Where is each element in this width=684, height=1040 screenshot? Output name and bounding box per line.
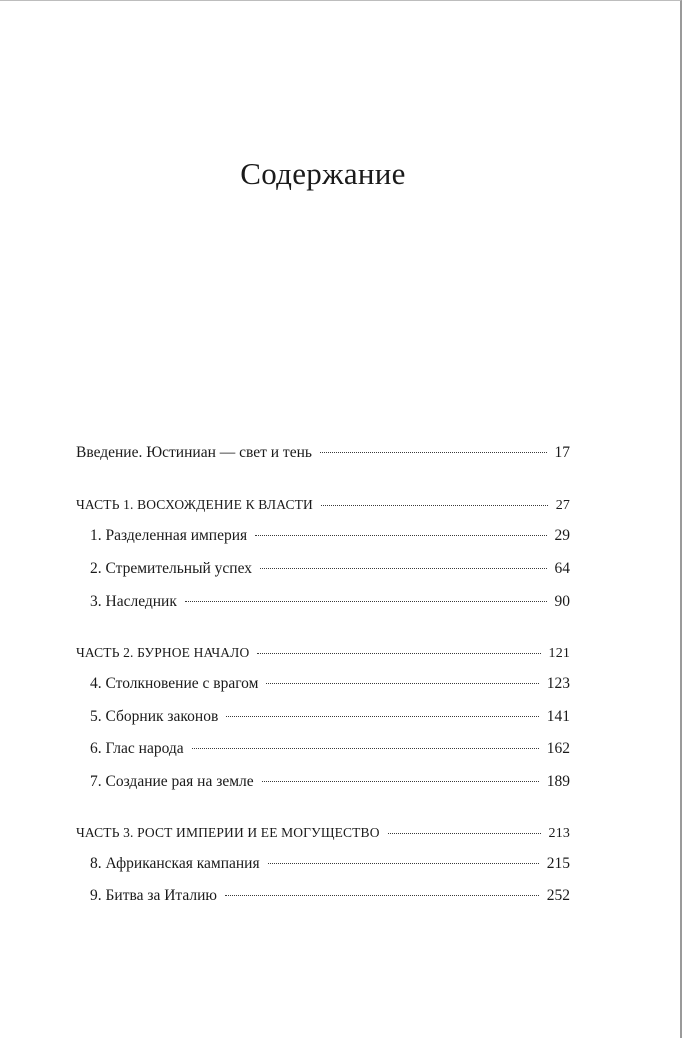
toc-page-number: 121: [548, 646, 570, 661]
toc-chapter-label: 7. Создание рая на земле: [90, 773, 254, 790]
dot-leader: [321, 505, 548, 506]
toc-part-1[interactable]: [76, 494, 570, 516]
toc-chapter-label: 8. Африканская кампания: [90, 855, 260, 872]
toc-chapter-3[interactable]: [90, 591, 570, 613]
dot-leader: [257, 653, 540, 654]
toc-chapter-8[interactable]: [90, 853, 570, 875]
toc-page-number: 189: [546, 773, 570, 790]
toc-page-number: 123: [546, 675, 570, 692]
toc-chapter-label: 6. Глас народа: [90, 740, 184, 757]
dot-leader: [225, 895, 539, 896]
toc-page-number: 90: [554, 593, 570, 610]
toc-chapter-2[interactable]: [90, 558, 570, 580]
toc-page-number: 213: [548, 826, 570, 841]
dot-leader: [185, 601, 547, 602]
toc-page-number: 64: [554, 560, 570, 577]
dot-leader: [255, 535, 546, 536]
toc-chapter-9[interactable]: [90, 885, 570, 907]
toc-chapter-7[interactable]: [90, 771, 570, 793]
toc-chapter-6[interactable]: [90, 738, 570, 760]
toc-part-label: ЧАСТЬ 2. БУРНОЕ НАЧАЛО: [76, 645, 250, 660]
toc-chapter-4[interactable]: [90, 673, 570, 695]
toc-part-3[interactable]: [76, 822, 570, 844]
toc-chapter-label: 9. Битва за Италию: [90, 887, 217, 904]
toc-chapter-label: 2. Стремительный успех: [90, 560, 253, 577]
toc-chapter-label: 4. Столкновение с врагом: [90, 675, 259, 692]
dot-leader: [192, 748, 539, 749]
toc-entry-label: Введение. Юстиниан — свет и тень: [76, 444, 312, 461]
toc-chapter-5[interactable]: [90, 706, 570, 728]
dot-leader: [266, 683, 538, 684]
toc-part-2[interactable]: [76, 642, 570, 664]
dot-leader: [262, 781, 539, 782]
dot-leader: [320, 452, 547, 453]
toc-entry-introduction[interactable]: [76, 442, 570, 464]
toc-page-number: 215: [546, 855, 570, 872]
toc-page-number: 29: [554, 527, 570, 544]
dot-leader: [260, 568, 546, 569]
toc-chapter-label: 1. Разделенная империя: [90, 527, 248, 544]
dot-leader: [388, 833, 541, 834]
toc-page-number: 141: [546, 708, 570, 725]
toc-page-number: 17: [554, 444, 570, 461]
toc-chapter-label: 5. Сборник законов: [90, 708, 219, 725]
toc-page-number: 252: [546, 887, 570, 904]
toc-chapter-label: 3. Наследник: [90, 593, 177, 610]
toc-page-number: 162: [546, 740, 570, 757]
dot-leader: [226, 716, 538, 717]
dot-leader: [268, 863, 539, 864]
toc-part-label: ЧАСТЬ 1. ВОСХОЖДЕНИЕ К ВЛАСТИ: [76, 497, 313, 512]
page-title: Содержание: [240, 156, 406, 191]
toc-page-number: 27: [555, 498, 570, 513]
toc-chapter-1[interactable]: [90, 525, 570, 547]
toc-part-label: ЧАСТЬ 3. РОСТ ИМПЕРИИ И ЕЕ МОГУЩЕСТВО: [76, 825, 380, 840]
